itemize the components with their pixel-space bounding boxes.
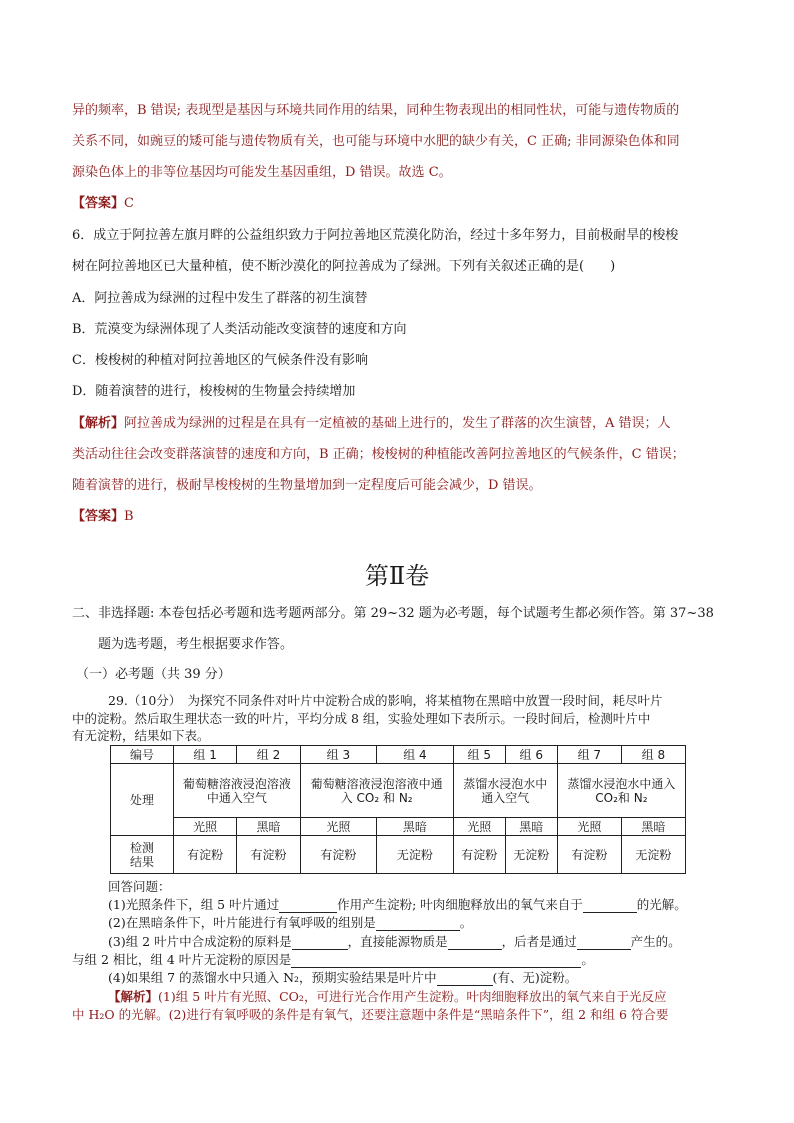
result-cell: 有淀粉	[557, 836, 621, 874]
answer-value: C	[124, 196, 134, 211]
sub-text: (有、无)淀粉。	[492, 970, 578, 985]
table-header-cell: 编号	[111, 746, 174, 764]
q29-stem-line-2: 中的淀粉。然后取生理状态一致的叶片，平均分成 8 组，实验处理如下表所示。一段时间后，检测叶片中	[72, 711, 651, 726]
q29-analysis-line-1	[108, 989, 666, 1005]
sub-text: (3)组 2 叶片中合成淀粉的原料是	[108, 934, 292, 949]
light-cell: 光照	[300, 818, 377, 836]
sub-text: 与组 2 相比，组 4 叶片无淀粉的原因是	[72, 952, 292, 967]
answer-blank[interactable]	[291, 955, 581, 968]
q6-option-d: D．随着演替的进行，梭梭树的生物量会持续增加	[72, 384, 356, 399]
answer-blank[interactable]	[583, 900, 637, 913]
q6-stem-line-2: 树在阿拉善地区已大量种植，使不断沙漠化的阿拉善成为了绿洲。下列有关叙述正确的是( )	[72, 259, 616, 274]
q6-option-b: B．荒漠变为绿洲体现了人类活动能改变演替的速度和方向	[72, 322, 407, 337]
sub-text: (1)光照条件下，组 5 叶片通过	[108, 897, 280, 912]
result-cell: 有淀粉	[300, 836, 377, 874]
q29-stem-line-3: 有无淀粉，结果如下表。	[72, 728, 210, 743]
result-cell: 有淀粉	[237, 836, 300, 874]
analysis-label: 【解析】	[108, 989, 159, 1004]
q6-analysis-line-1	[72, 416, 671, 432]
result-cell: 有淀粉	[453, 836, 505, 874]
result-cell: 无淀粉	[505, 836, 557, 874]
analysis-text: 阿拉善成为绿洲的过程是在具有一定植被的基础上进行的，发生了群落的次生演替，A 错误；人	[124, 416, 671, 431]
answer-blank[interactable]	[577, 937, 631, 950]
q6-stem-line-1: 6．成立于阿拉善左旗月畔的公益组织致力于阿拉善地区荒漠化防治，经过十多年努力，目前极耐旱的梭梭	[72, 228, 679, 243]
treatment-cell: 蒸馏水浸泡水中通入 CO₂和 N₂	[557, 764, 685, 818]
light-cell: 黑暗	[505, 818, 557, 836]
answer-5	[72, 196, 134, 212]
result-cell: 无淀粉	[377, 836, 454, 874]
treatment-cell: 葡萄糖溶液浸泡溶液中通入 CO₂ 和 N₂	[300, 764, 453, 818]
table-header-cell: 组 2	[237, 746, 300, 764]
q29-stem-line-1: 29.（10分） 为探究不同条件对叶片中淀粉合成的影响，将某植物在黑暗中放置一段时间，耗尽叶片	[108, 693, 663, 708]
prev-analysis-line-2: 关系不同，如豌豆的矮可能与遗传物质有关，也可能与环境中水肥的缺少有关，C 正确; 非同源染色体和同	[72, 134, 680, 149]
experiment-table	[110, 745, 686, 874]
q6-analysis-line-2: 类活动往往会改变群落演替的速度和方向，B 正确；梭梭树的种植能改善阿拉善地区的气候条件，C 错误；	[72, 447, 685, 462]
part2-intro-line-2: 题为选考题，考生根据要求作答。	[98, 637, 294, 652]
q6-option-c: C．梭梭树的种植对阿拉善地区的气候条件没有影响	[72, 353, 368, 368]
answer-label: 【答案】	[72, 509, 125, 524]
q29-sub-3-cont	[72, 952, 594, 968]
q29-analysis-line-2: 中 H₂O 的光解。(2)进行有氧呼吸的条件是有氧气，还要注意题中条件是“黑暗条件下”，组 2 和组 6 符合要	[72, 1007, 669, 1022]
table-light-row	[111, 818, 686, 836]
sub-text: 。	[459, 915, 473, 930]
sub-text: ，直接能源物质是	[347, 934, 448, 949]
light-cell: 黑暗	[237, 818, 300, 836]
sub-text: (4)如果组 7 的蒸馏水中只通入 N₂，预期实验结果是叶片中	[108, 970, 437, 985]
answer-blank[interactable]	[376, 918, 460, 931]
q29-sub-3	[108, 934, 681, 950]
analysis-text: (1)组 5 叶片有光照、CO₂，可进行光合作用产生淀粉。叶肉细胞释放出的氧气来自于光反应	[158, 989, 667, 1004]
table-header-row	[111, 746, 686, 764]
q29-sub-2	[108, 915, 472, 931]
q6-option-a: A．阿拉善成为绿洲的过程中发生了群落的初生演替	[72, 291, 368, 306]
table-header-cell: 组 4	[377, 746, 454, 764]
light-cell: 光照	[174, 818, 237, 836]
answer-blank[interactable]	[279, 900, 337, 913]
q6-answer	[72, 509, 134, 525]
table-header-cell: 组 6	[505, 746, 557, 764]
table-header-cell: 组 7	[557, 746, 621, 764]
answer-blank[interactable]	[292, 937, 348, 950]
section-title: 第Ⅱ卷	[364, 562, 430, 590]
result-cell: 有淀粉	[174, 836, 237, 874]
light-cell: 光照	[557, 818, 621, 836]
answer-blank[interactable]	[448, 937, 502, 950]
answer-label: 【答案】	[72, 196, 125, 211]
table-treatment-row	[111, 764, 686, 818]
light-cell: 黑暗	[621, 818, 685, 836]
treatment-label: 处理	[111, 764, 174, 836]
prev-analysis-line-3: 源染色体上的非等位基因均可能发生基因重组，D 错误。故选 C。	[72, 165, 452, 180]
answer-value: B	[124, 509, 134, 524]
q6-analysis-line-3: 随着演替的进行，极耐旱梭梭树的生物量增加到一定程度后可能会减少，D 错误。	[72, 478, 542, 493]
result-label: 检测结果	[111, 836, 174, 874]
required-section-heading: （一）必考题（共 39 分）	[76, 667, 231, 682]
table-header-cell: 组 5	[453, 746, 505, 764]
sub-text: (2)在黑暗条件下，叶片能进行有氧呼吸的组别是	[108, 915, 376, 930]
treatment-cell: 葡萄糖溶液浸泡溶液中通入空气	[174, 764, 301, 818]
treatment-cell: 蒸馏水浸泡水中通入空气	[453, 764, 557, 818]
light-cell: 黑暗	[377, 818, 454, 836]
q29-sub-1	[108, 897, 687, 913]
result-cell: 无淀粉	[621, 836, 685, 874]
answer-prompt: 回答问题：	[108, 879, 171, 894]
table-header-cell: 组 8	[621, 746, 685, 764]
light-cell: 光照	[453, 818, 505, 836]
sub-text: 。	[581, 952, 594, 967]
part2-intro-line-1: 二、非选择题: 本卷包括必考题和选考题两部分。第 29~32 题为必考题，每个试题考生都必须作答。第 37~38	[72, 606, 714, 621]
answer-blank[interactable]	[437, 973, 493, 986]
q29-sub-4	[108, 970, 577, 986]
sub-text: ，后者是通过	[501, 934, 577, 949]
table-header-cell: 组 1	[174, 746, 237, 764]
sub-text: 的光解。	[636, 897, 687, 912]
table-result-row	[111, 836, 686, 874]
prev-analysis-line-1: 异的频率，B 错误; 表现型是基因与环境共同作用的结果，同种生物表现出的相同性状，可能与遗传物质的	[72, 103, 680, 118]
table-header-cell: 组 3	[300, 746, 377, 764]
analysis-label: 【解析】	[72, 416, 125, 431]
sub-text: 产生的。	[630, 934, 681, 949]
sub-text: 作用产生淀粉; 叶肉细胞释放出的氧气来自于	[337, 897, 583, 912]
